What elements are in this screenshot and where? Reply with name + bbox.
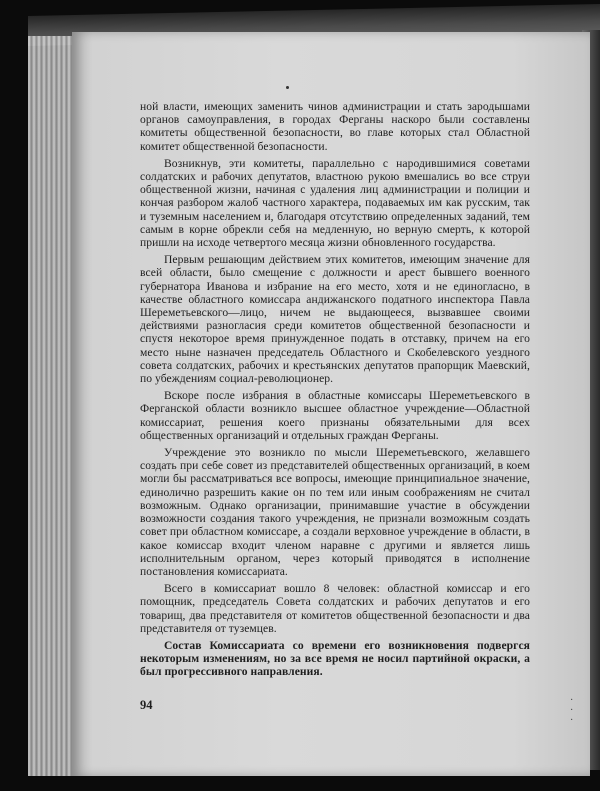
paragraph-4: Вскоре после избрания в областные комиссары Шереметьевского в Ферганской области возникло высшее областное учреждение—Областной комиссариат, решения коего признаны обязательными для всех общественных организаций и отдельных граждан Ферганы. bbox=[140, 389, 530, 442]
paragraph-3: Первым решающим действием этих комитетов, имеющим значение для всей области, было смещение с должности и арест бывшего военного губернатора Иванова и избрание на его место, хотя и не единогласно, в качестве областного комиссара андижанского податного инспектора Павла Шереметьевского—лицо, ничем не выдающееся, вызвавшее своими действиями разногласия среди комитетов общественной безопасности и спустя некоторое время принужденное подать в отставку, причем на его место ныне назначен председатель Областного и Скобелевского уездного совета солдатских, рабочих и крестьянских депутатов прапорщик Маевский, по убеждениям социал-революционер. bbox=[140, 253, 530, 386]
paragraph-7: Состав Комиссариата со времени его возникновения подвергся некоторым изменениям, но за все время не носил партийной окраски, а был прогрессивного направления. bbox=[140, 638, 530, 679]
paragraph-5: Учреждение это возникло по мысли Шереметьевского, желавшего создать при себе совет из представителей общественных организаций, в коем могли бы рассматриваться все вопросы, имеющие принципиальное значение, единолично разрешить какие он по тем или иным соображениям не считал возможным. Однако организации, принимавшие участие в обсуждении возможности создания такого учреждения, не признали возможным создать совет при областном комиссаре, а создали верховное учреждение в области, в какое комиссар входит членом наравне с другими и является лишь исполнительным органом, через который приводятся в исполнение постановления комиссариата. bbox=[140, 446, 530, 578]
paragraph-1: ной власти, имеющих заменить чинов администрации и стать зародышами органов самоуправления, в городах Ферганы наскоро были составлены комитеты общественной безопасности, во главе которых стал Областной комитет общественной безопасности. bbox=[140, 100, 530, 153]
paragraph-6: Всего в комиссариат вошло 8 человек: областной комиссар и его помощник, председатель Совета солдатских и рабочих депутатов и его товарищ, два представителя от комитетов общественной безопасности и два представителя от туземцев. bbox=[140, 582, 530, 635]
page-text bbox=[140, 100, 530, 683]
page-number: 94 bbox=[140, 698, 153, 712]
paragraph-2: Возникнув, эти комитеты, параллельно с народившимися советами солдатских и рабочих депутатов, властною рукою вмешались во все струи общественной жизни, начиная с удаления лиц администрации и полиции и кончая разбором жалоб частного характера, подаваемых им как русским, так и туземным населением и, благодаря отсутствию определенных заданий, тем самым в корне обрекли себя на медленную, но верную смерть, к которой пришли на исходе четвертого месяца жизни обновленного государства. bbox=[140, 156, 530, 250]
ink-dot bbox=[286, 86, 289, 89]
scan-specks: · · · bbox=[570, 695, 574, 726]
